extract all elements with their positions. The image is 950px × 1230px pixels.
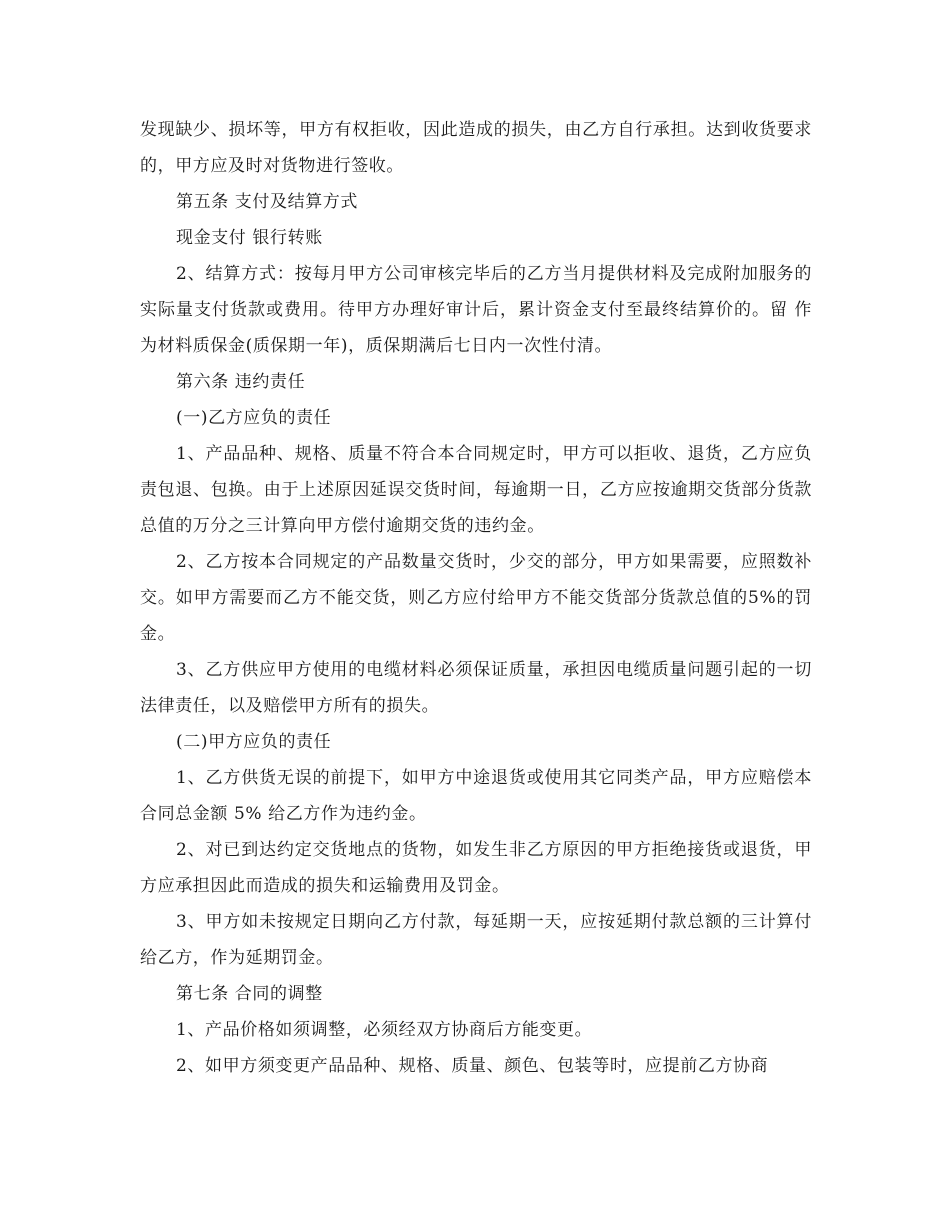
payment-methods: 现金支付 银行转账	[176, 228, 323, 248]
article-5-heading: 第五条 支付及结算方式	[176, 192, 359, 212]
paragraph-receipt-continuation: 发现缺少、损坏等，甲方有权拒收，因此造成的损失，由乙方自行承担。达到收货要求的，甲方应及时对货物进行签收。	[140, 120, 812, 176]
settlement-clause: 2、结算方式：按每月甲方公司审核完毕后的乙方当月提供材料及完成附加服务的实际量支付货款或费用。待甲方办理好审计后，累计资金支付至最终结算价的。留 作为材料质保金(质保期一年)，质保期满后七日内一次性付清。	[140, 264, 812, 356]
party-b-liability-heading: (一)乙方应负的责任	[176, 408, 332, 428]
article-7-heading: 第七条 合同的调整	[176, 984, 323, 1004]
adjustment-clause-1: 1、产品价格如须调整，必须经双方协商后方能变更。	[176, 1020, 593, 1040]
party-a-liability-clause-3: 3、甲方如未按规定日期向乙方付款，每延期一天，应按延期付款总额的三计算付给乙方，作为延期罚金。	[140, 912, 812, 968]
party-a-liability-heading: (二)甲方应负的责任	[176, 732, 332, 752]
party-b-liability-clause-2: 2、乙方按本合同规定的产品数量交货时，少交的部分，甲方如果需要，应照数补交。如甲方需要而乙方不能交货，则乙方应付给甲方不能交货部分货款总值的5%的罚金。	[140, 552, 812, 644]
party-a-liability-clause-2: 2、对已到达约定交货地点的货物，如发生非乙方原因的甲方拒绝接货或退货，甲方应承担因此而造成的损失和运输费用及罚金。	[140, 840, 812, 896]
article-6-heading: 第六条 违约责任	[176, 372, 306, 392]
adjustment-clause-2: 2、如甲方须变更产品品种、规格、质量、颜色、包装等时，应提前乙方协商	[176, 1056, 769, 1076]
document-body	[140, 112, 812, 1084]
party-a-liability-clause-1: 1、乙方供货无误的前提下，如甲方中途退货或使用其它同类产品，甲方应赔偿本合同总金额 5% 给乙方作为违约金。	[140, 768, 812, 824]
party-b-liability-clause-1: 1、产品品种、规格、质量不符合本合同规定时，甲方可以拒收、退货，乙方应负责包退、包换。由于上述原因延误交货时间，每逾期一日，乙方应按逾期交货部分货款总值的万分之三计算向甲方偿付逾期交货的违约金。	[140, 444, 812, 536]
party-b-liability-clause-3: 3、乙方供应甲方使用的电缆材料必须保证质量，承担因电缆质量问题引起的一切法律责任，以及赔偿甲方所有的损失。	[140, 660, 812, 716]
